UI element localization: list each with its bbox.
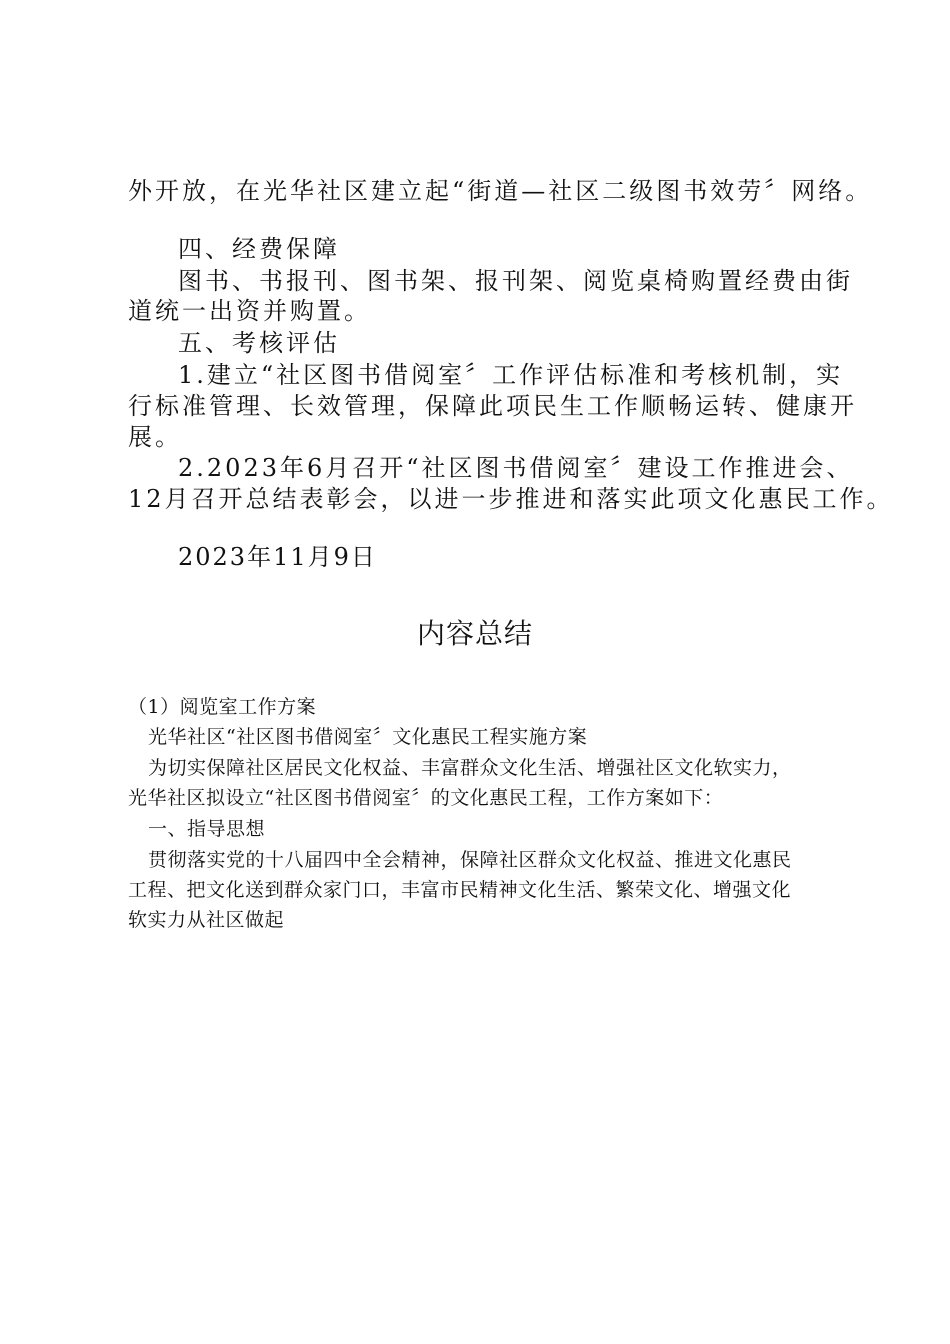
summary-line: （1）阅览室工作方案 [128,696,317,718]
section-heading-assessment: 五、考核评估 [178,329,340,357]
paragraph-line: 1.建立“社区图书借阅室〞工作评估标准和考核机制，实 [178,361,844,389]
summary-line: 光华社区“社区图书借阅室〞文化惠民工程实施方案 [148,726,588,748]
paragraph-line: 道统一出资并购置。 [128,297,371,325]
section-heading-funding: 四、经费保障 [178,235,340,263]
summary-line: 贯彻落实党的十八届四中全会精神，保障社区群众文化权益、推进文化惠民 [148,849,792,871]
summary-line: 一、指导思想 [148,818,266,840]
document-date: 2023年11月9日 [178,543,377,571]
summary-line: 软实力从社区做起 [128,909,285,931]
paragraph-line: 外开放，在光华社区建立起“街道—社区二级图书效劳〞网络。 [128,177,873,205]
summary-line: 为切实保障社区居民文化权益、丰富群众文化生活、增强社区文化软实力， [148,757,792,779]
summary-line: 工程、把文化送到群众家门口，丰富市民精神文化生活、繁荣文化、增强文化 [128,879,792,901]
paragraph-line: 行标准管理、长效管理，保障此项民生工作顺畅运转、健康开 [128,392,857,420]
summary-title: 内容总结 [416,617,533,650]
paragraph-line: 展。 [128,423,182,451]
paragraph-line: 12月召开总结表彰会，以进一步推进和落实此项文化惠民工作。 [128,485,894,513]
paragraph-line: 2.2023年6月召开“社区图书借阅室〞建设工作推进会、 [178,454,854,482]
paragraph-line: 图书、书报刊、图书架、报刊架、阅览桌椅购置经费由街 [178,267,853,295]
summary-line: 光华社区拟设立“社区图书借阅室〞的文化惠民工程，工作方案如下： [128,787,724,809]
